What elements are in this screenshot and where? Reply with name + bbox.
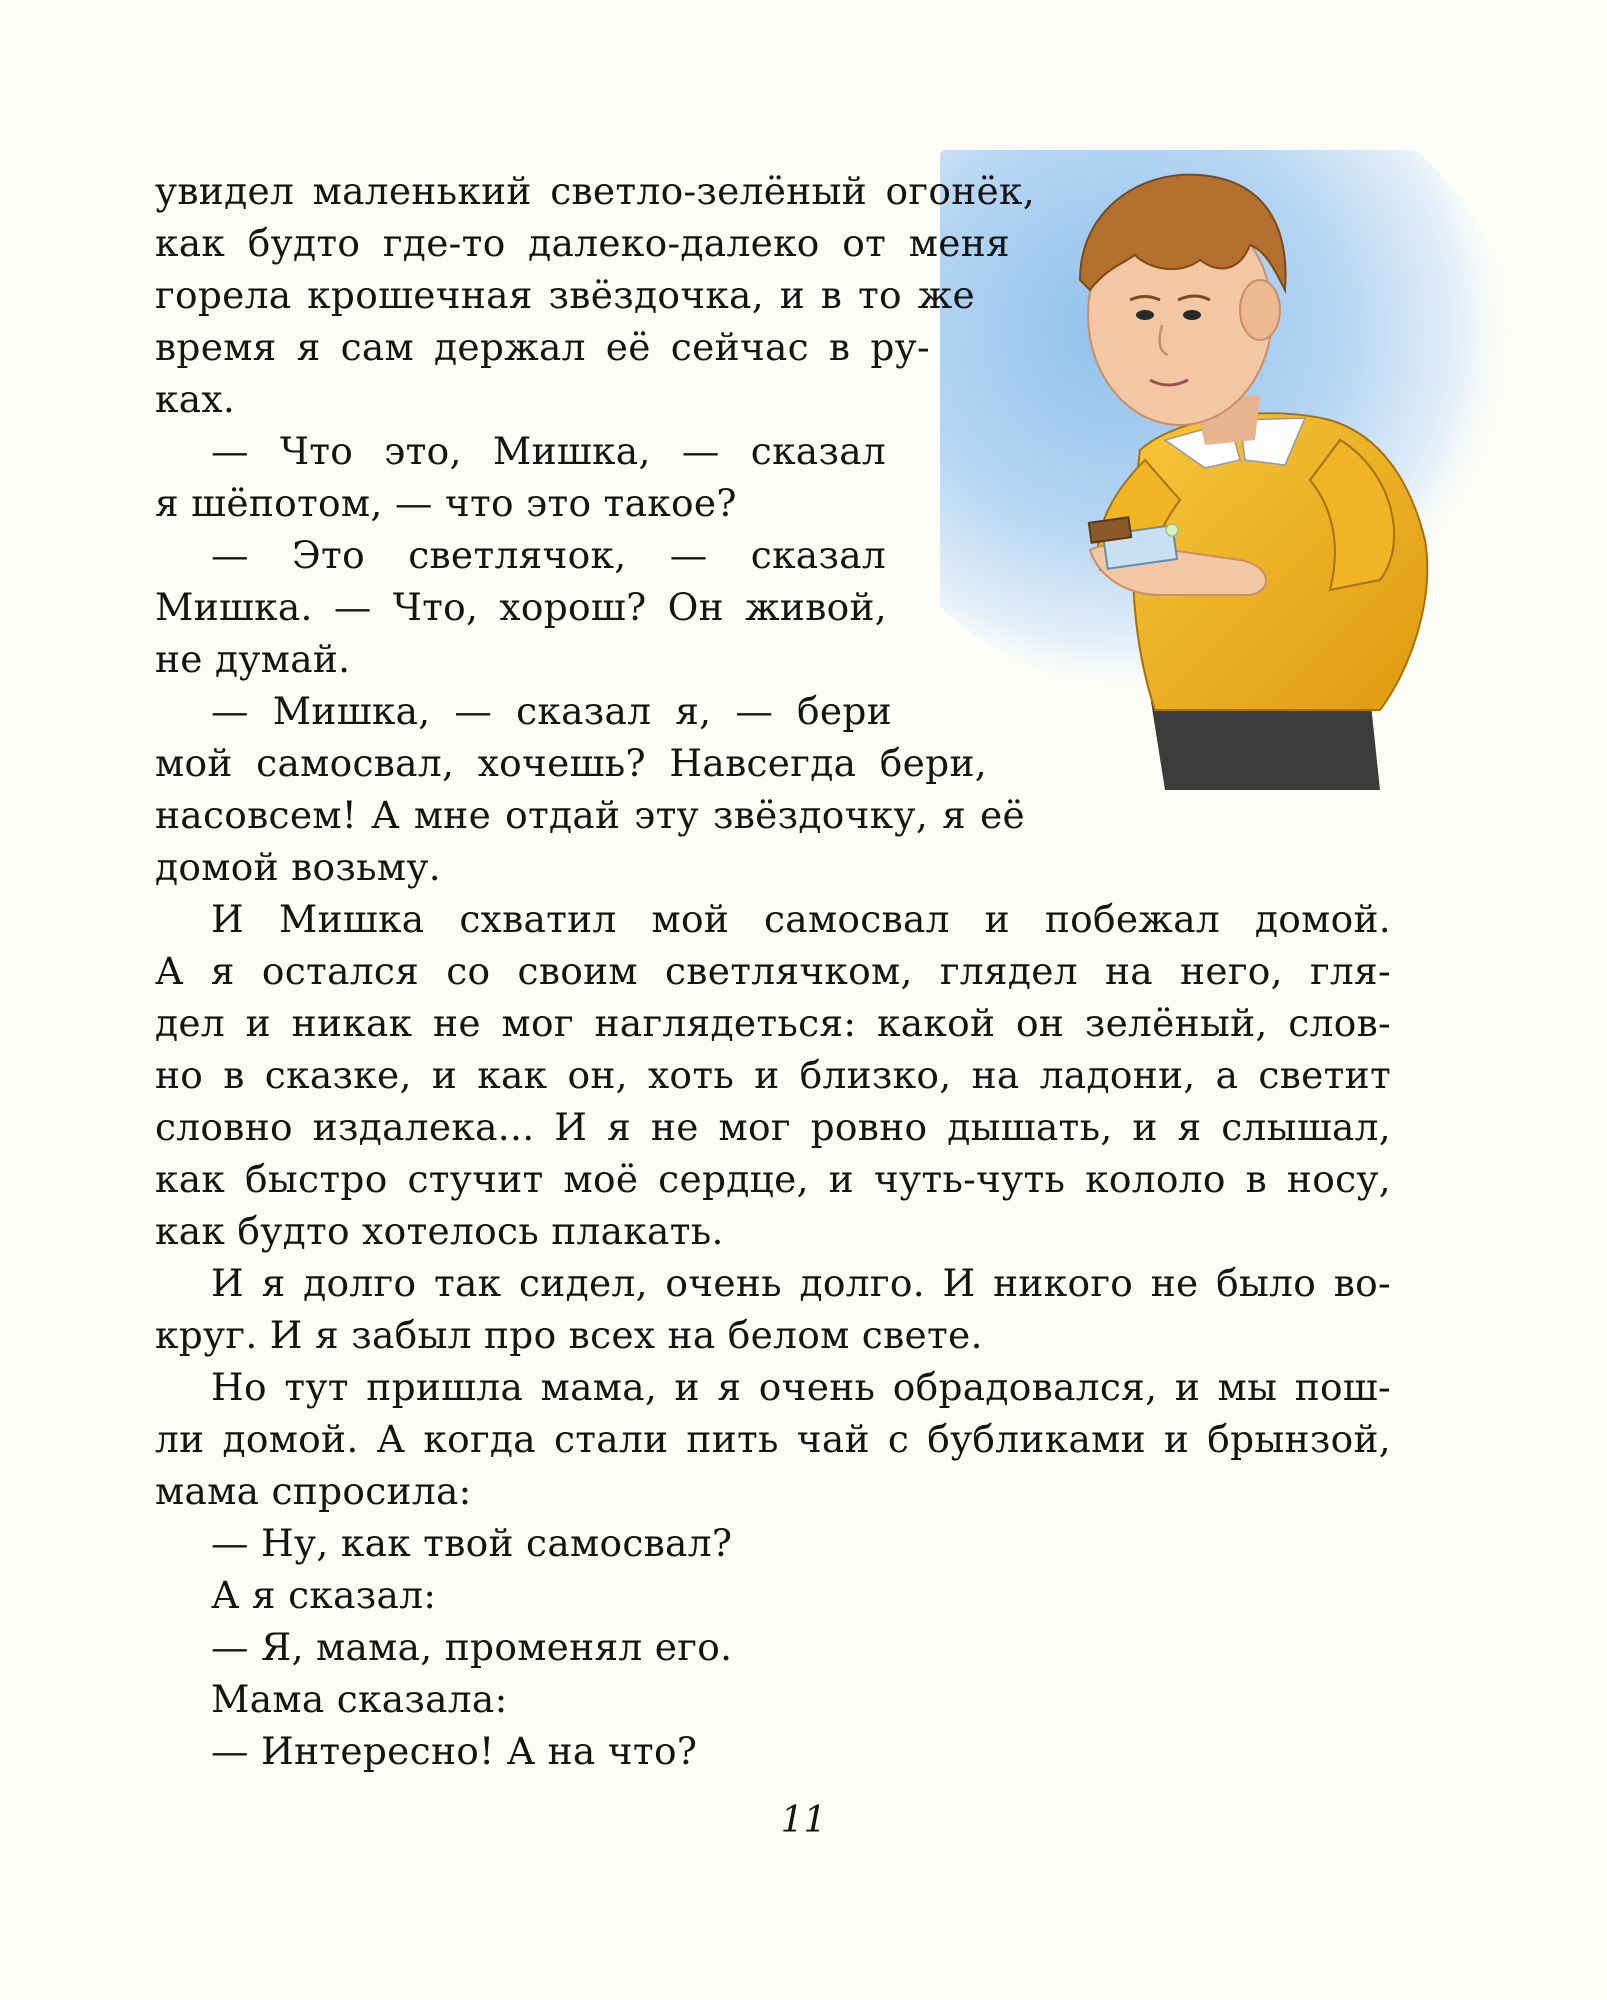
text-line: как будто где-то далеко-далеко от меня xyxy=(155,221,1010,265)
text-line: круг. И я забыл про всех на белом свете. xyxy=(155,1313,983,1357)
matchbox-drawer xyxy=(1089,517,1131,542)
text-line: мама спросила: xyxy=(155,1469,472,1513)
text-line: А я сказал: xyxy=(211,1573,437,1617)
text-line: домой возьму. xyxy=(155,845,441,889)
text-line: ли домой. А когда стали пить чай с бубликами и брынзой, xyxy=(155,1417,1391,1461)
text-line: не думай. xyxy=(155,637,351,681)
text-line: — Интересно! А на что? xyxy=(211,1729,698,1773)
text-line: но в сказке, и как он, хоть и близко, на ладони, а светит xyxy=(155,1053,1391,1097)
text-line: — Ну, как твой самосвал? xyxy=(211,1521,733,1565)
text-line: И я долго так сидел, очень долго. И никого не было во- xyxy=(211,1261,1391,1305)
ear xyxy=(1240,280,1280,340)
text-line: горела крошечная звёздочка, и в то же xyxy=(155,273,975,317)
text-line: — Это светлячок, — сказал xyxy=(211,533,886,577)
page-number: 11 xyxy=(780,1800,827,1841)
eye-right xyxy=(1183,310,1201,320)
text-line: дел и никак не мог наглядеться: какой он зелёный, слов- xyxy=(155,1001,1391,1045)
eye-left xyxy=(1136,310,1154,320)
firefly-glow-icon xyxy=(1166,524,1178,536)
story-text xyxy=(155,165,1035,893)
text-line: словно издалека... И я не мог ровно дышать, и я слышал, xyxy=(155,1105,1391,1149)
story-text-full xyxy=(155,893,1391,1777)
text-line: — Что это, Мишка, — сказал xyxy=(211,429,886,473)
text-line: ках. xyxy=(155,377,236,421)
text-line: как быстро стучит моё сердце, и чуть-чуть кололо в носу, xyxy=(155,1157,1391,1201)
text-line: мой самосвал, хочешь? Навсегда бери, xyxy=(155,741,987,785)
text-line: насовсем! А мне отдай эту звёздочку, я её xyxy=(155,793,1025,837)
text-line: Мишка. — Что, хорош? Он живой, xyxy=(155,585,887,629)
text-line: А я остался со своим светлячком, глядел на него, гля- xyxy=(155,949,1391,993)
text-line: — Я, мама, променял его. xyxy=(211,1625,733,1669)
text-line: увидел маленький светло-зелёный огонёк, xyxy=(155,169,1035,213)
text-line: — Мишка, — сказал я, — бери xyxy=(211,689,892,733)
text-line: время я сам держал её сейчас в ру- xyxy=(155,325,930,369)
text-line: Но тут пришла мама, и я очень обрадовался, и мы пош- xyxy=(211,1365,1391,1409)
text-line: как будто хотелось плакать. xyxy=(155,1209,724,1253)
text-line: я шёпотом, — что это такое? xyxy=(155,481,737,525)
text-line: И Мишка схватил мой самосвал и побежал домой. xyxy=(211,897,1391,941)
text-line: Мама сказала: xyxy=(211,1677,508,1721)
